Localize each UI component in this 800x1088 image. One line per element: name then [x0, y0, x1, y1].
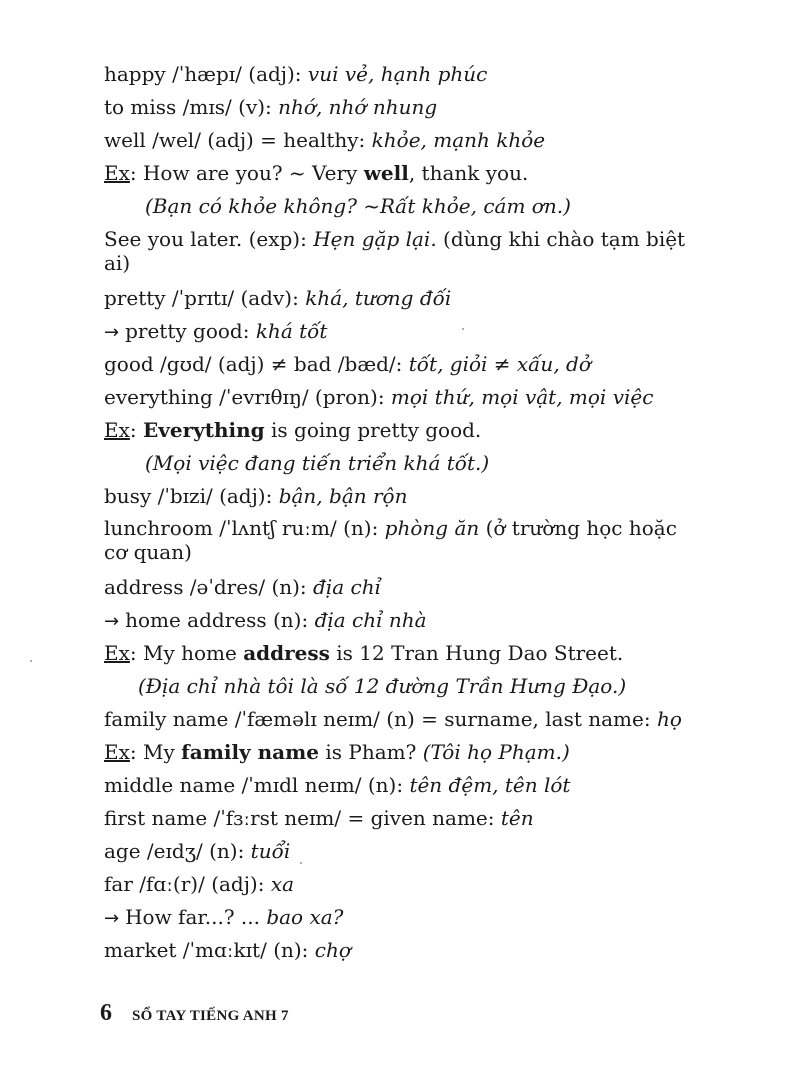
- translation: (Mọi việc đang tiến triển khá tốt.): [145, 451, 490, 475]
- example-keyword: well: [363, 161, 409, 185]
- entry-far: [104, 872, 704, 896]
- example-label: Ex: [104, 641, 130, 665]
- meaning: khá, tương đối: [305, 286, 452, 310]
- headword: lunchroom /ˈlʌntʃ ruːm/ (n):: [104, 516, 385, 540]
- usage-note: (ở trường học hoặc cơ quan): [104, 516, 677, 564]
- entry-age: [104, 839, 704, 863]
- usage-note: (dùng khi chào tạm biệt ai): [104, 227, 686, 275]
- print-speck: [30, 660, 32, 662]
- example-text: : How are you? ~ Very: [129, 161, 364, 185]
- meaning: địa chỉ: [313, 575, 381, 599]
- example-everything: [104, 418, 704, 442]
- headword: home address (n):: [125, 608, 315, 632]
- example-keyword: family name: [181, 740, 320, 764]
- headword: to miss /mɪs/ (v):: [104, 95, 279, 119]
- entry-everything: [104, 385, 704, 409]
- entry-address: [104, 575, 704, 599]
- meaning: khỏe, mạnh khỏe: [371, 128, 546, 152]
- translation: (Địa chỉ nhà tôi là số 12 đường Trần Hưng Đạo.): [138, 674, 627, 698]
- headword: How far...? ...: [125, 905, 267, 929]
- example-text: is Pham?: [319, 740, 423, 764]
- headword: pretty good:: [125, 319, 256, 343]
- headword: first name /ˈfɜːrst neɪm/ = given name:: [104, 806, 501, 830]
- headword: pretty /ˈprɪtɪ/ (adv):: [104, 286, 306, 310]
- headword: family name /ˈfæməlɪ neɪm/ (n) = surname, last name:: [104, 707, 657, 731]
- example-label: Ex: [104, 418, 130, 442]
- headword: happy /ˈhæpɪ/ (adj):: [104, 62, 308, 86]
- headword: See you later. (exp):: [104, 227, 314, 251]
- meaning: chợ: [314, 938, 351, 962]
- entry-middle-name: [104, 773, 704, 797]
- entry-market: [104, 938, 704, 962]
- entry-busy: [104, 484, 704, 508]
- entry-how-far: [104, 905, 704, 931]
- entry-lunchroom: [104, 516, 704, 564]
- entry-happy: [104, 62, 704, 86]
- example-keyword: Everything: [143, 418, 265, 442]
- example-text: , thank you.: [408, 161, 529, 185]
- headword: address /əˈdres/ (n):: [104, 575, 314, 599]
- entry-first-name: [104, 806, 704, 830]
- example-label: Ex: [104, 161, 130, 185]
- meaning: địa chỉ nhà: [314, 608, 427, 632]
- meaning: khá tốt: [255, 319, 328, 343]
- example-label: Ex: [104, 740, 130, 764]
- meaning: Hẹn gặp lại.: [313, 227, 437, 251]
- entry-home-address: [104, 608, 704, 634]
- arrow-icon: →: [104, 322, 120, 343]
- page-footer: [100, 1000, 289, 1027]
- headword: busy /ˈbɪzi/ (adj):: [104, 484, 279, 508]
- meaning: phòng ăn: [384, 516, 480, 540]
- meaning: tuổi: [250, 839, 291, 863]
- arrow-icon: →: [104, 611, 120, 632]
- example-address: [104, 641, 704, 665]
- headword: well /wel/ (adj) = healthy:: [104, 128, 372, 152]
- example-text: : My home: [129, 641, 244, 665]
- example-family-name: [104, 740, 704, 764]
- meaning: xa: [270, 872, 295, 896]
- meaning: tên đệm, tên lót: [409, 773, 571, 797]
- arrow-icon: →: [104, 908, 120, 929]
- meaning: mọi thứ, mọi vật, mọi việc: [390, 385, 654, 409]
- translation-everything: [145, 451, 745, 475]
- example-text: is 12 Tran Hung Dao Street.: [329, 641, 624, 665]
- entry-family-name: [104, 707, 704, 731]
- entry-well: [104, 128, 704, 152]
- print-speck: [300, 862, 302, 864]
- headword: age /eɪdʒ/ (n):: [104, 839, 251, 863]
- entry-miss: [104, 95, 704, 119]
- entry-good: [104, 352, 704, 376]
- translation: (Tôi họ Phạm.): [422, 740, 570, 764]
- example-well: [104, 161, 704, 185]
- headword: good /gʊd/ (adj) ≠ bad /bæd/:: [104, 352, 409, 376]
- page-number: 6: [100, 1000, 112, 1026]
- entry-pretty-good: [104, 319, 704, 345]
- book-title: SỔ TAY TIẾNG ANH 7: [132, 1008, 289, 1024]
- headword: far /fɑː(r)/ (adj):: [104, 872, 271, 896]
- example-text: is going pretty good.: [264, 418, 482, 442]
- headword: everything /ˈevrɪθɪŋ/ (pron):: [104, 385, 391, 409]
- example-text: :: [129, 418, 143, 442]
- translation-address: [138, 674, 738, 698]
- headword: middle name /ˈmɪdl neɪm/ (n):: [104, 773, 410, 797]
- meaning: bao xa?: [266, 905, 344, 929]
- meaning: họ: [656, 707, 682, 731]
- meaning: tên: [500, 806, 534, 830]
- example-text: : My: [129, 740, 182, 764]
- example-keyword: address: [243, 641, 330, 665]
- headword: market /ˈmɑːkɪt/ (n):: [104, 938, 315, 962]
- meaning: tốt, giỏi ≠ xấu, dở: [408, 352, 591, 376]
- print-speck: [462, 328, 464, 330]
- translation: (Bạn có khỏe không? ~Rất khỏe, cám ơn.): [145, 194, 571, 218]
- meaning: nhớ, nhớ nhung: [278, 95, 438, 119]
- entry-see-you-later: [104, 227, 704, 275]
- entry-pretty: [104, 286, 704, 310]
- translation-well: [145, 194, 745, 218]
- meaning: vui vẻ, hạnh phúc: [307, 62, 488, 86]
- meaning: bận, bận rộn: [278, 484, 408, 508]
